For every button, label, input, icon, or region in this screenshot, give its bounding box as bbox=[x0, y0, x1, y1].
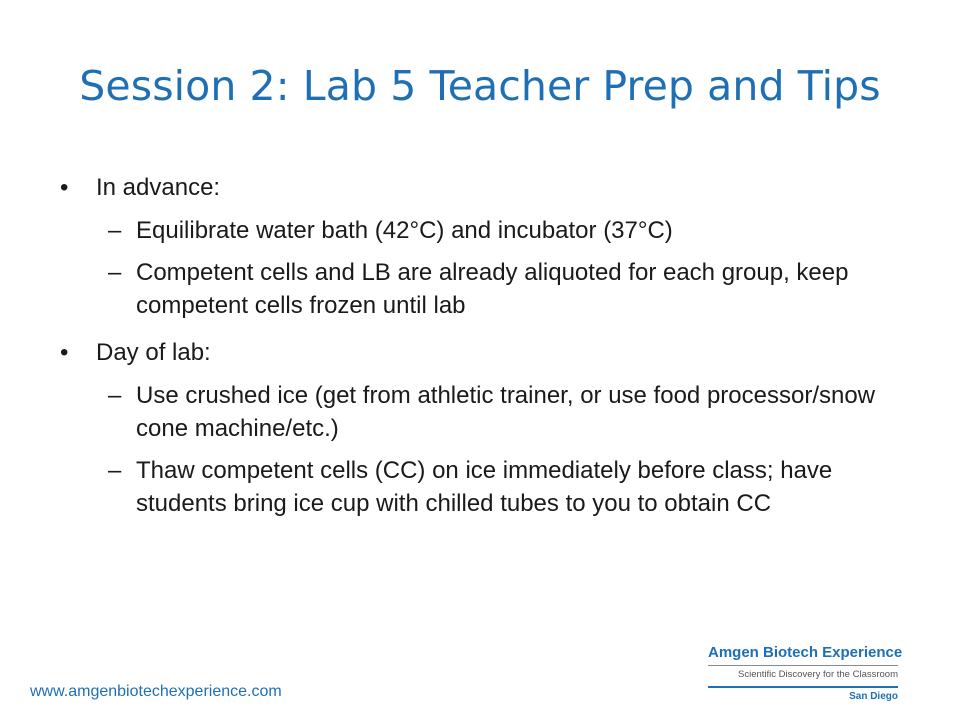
slide-title: Session 2: Lab 5 Teacher Prep and Tips bbox=[79, 62, 881, 110]
bullet-text: In advance: bbox=[96, 174, 221, 201]
sub-bullet-equilibrate bbox=[108, 214, 910, 247]
bullet-dot: • bbox=[60, 174, 69, 201]
sub-bullet-text: Competent cells and LB are already aliquoted for each group, keep competent cells frozen until lab bbox=[136, 259, 849, 319]
sub-bullet-text: Equilibrate water bath (42°C) and incubator (37°C) bbox=[136, 217, 673, 244]
bullet-text: Day of lab: bbox=[96, 339, 211, 366]
logo-brand: Amgen Biotech Experience bbox=[708, 644, 903, 661]
sub-bullet-dash: – bbox=[108, 382, 122, 409]
bullet-in-advance bbox=[60, 172, 910, 204]
sub-bullet-dash: – bbox=[108, 259, 122, 286]
sub-bullet-thaw bbox=[108, 454, 836, 520]
footer-url-link[interactable]: www.amgenbiotechexperience.com bbox=[30, 683, 282, 700]
bullet-day-of-lab bbox=[60, 337, 910, 369]
sub-bullet-text: Use crushed ice (get from athletic trainer, or use food processor/snow cone machine/etc.) bbox=[136, 382, 876, 442]
sub-bullet-dash: – bbox=[108, 457, 122, 484]
logo-tagline: Scientific Discovery for the Classroom bbox=[738, 669, 898, 680]
bullet-dot: • bbox=[60, 339, 69, 366]
logo-accent-divider bbox=[708, 686, 898, 688]
slide-content bbox=[60, 172, 910, 529]
amgen-logo bbox=[708, 644, 903, 714]
logo-city: San Diego bbox=[849, 691, 898, 702]
logo-divider bbox=[708, 665, 898, 666]
sub-bullet-dash: – bbox=[108, 217, 122, 244]
sub-bullet-text: Thaw competent cells (CC) on ice immediately before class; have students bring ice cup with chilled tubes to you to obtain CC bbox=[136, 457, 833, 517]
sub-bullet-competent-cells bbox=[108, 256, 910, 322]
sub-bullet-crushed-ice bbox=[108, 379, 910, 445]
